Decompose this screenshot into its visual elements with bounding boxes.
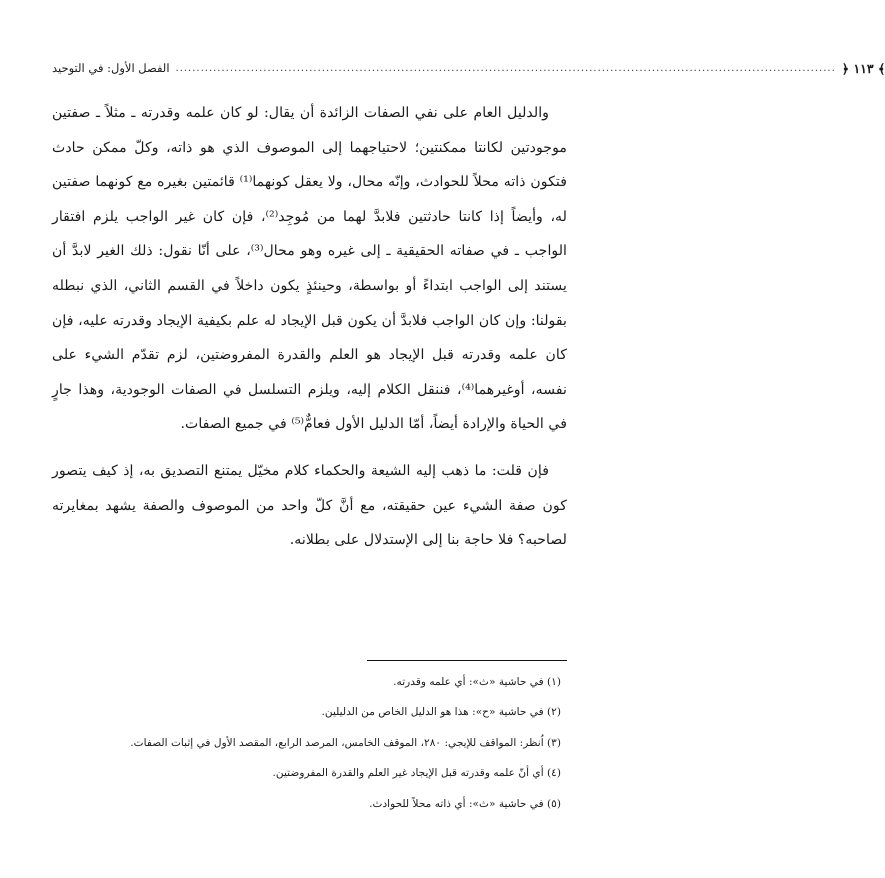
header-dot-leader: .............................................................................................................................................................. xyxy=(175,62,836,74)
footnote-4: (٤) أي أنّ علمه وقدرته قبل الإيجاد غير العلم والقدرة المفروضتين. xyxy=(272,767,561,780)
footnotes xyxy=(52,667,561,819)
footnote-3: (٣) اُنظر: المواقف للإيجي: ٢٨٠، الموقف الخامس، المرصد الرابع، المقصد الأول في إثبات الصفات. xyxy=(130,736,561,749)
main-text xyxy=(52,96,567,558)
footnote-5: (٥) في حاشية «ث»: أي ذاته محلاً للحوادث. xyxy=(369,797,561,810)
footnote-1: (١) في حاشية «ث»: أي علمه وقدرته. xyxy=(393,676,561,688)
paragraph-1: والدليل العام على نفي الصفات الزائدة أن يقال: لو كان علمه وقدرته ـ مثلاً ـ صفتين موجودتين لكانتا ممكنتين؛ لاحتياجهما إلى الموصوف الذي هو ذاته، وكلّ ممكن حادث فتكون ذاته محلاً للحوادث، وإنّه محال، ولا يعقل كونهما⁽¹⁾ قائمتين بغيره مع كونهما صفتين له، وأيضاً إذا كانتا حادثتين فلابدَّ لهما من مُوجِد⁽²⁾، فإن كان غير الواجب يلزم افتقار الواجب ـ في صفاته الحقيقية ـ إلى غيره وهو محال⁽³⁾، على أنّا نقول: ذلك الغير لابدَّ أن يستند إلى الواجب ابتداءً أو بواسطة، وحينئذٍ يكون داخلاً في القسم الثاني، الذي نبطله بقولنا: وإن كان الواجب فلابدَّ أن يكون قبل الإيجاد له علم بكيفية الإيجاد وقدرته عليه، فإن كان علمه وقدرته قبل الإيجاد هو العلم والقدرة المفروضتين، لزم تقدّم الشيء على نفسه، أوغيرهما⁽⁴⁾، فننقل الكلام إليه، ويلزم التسلسل في الصفات الوجودية، وهذا جارٍ في الحياة والإرادة أيضاً، أمّا الدليل الأول فعامٌّ⁽⁵⁾ في جميع الصفات. xyxy=(52,105,567,433)
footnote-2: (٢) في حاشية «ح»: هذا هو الدليل الخاص من الدليلين. xyxy=(321,706,561,719)
page-header xyxy=(52,58,885,78)
running-title: الفصل الأول: في التوحيد xyxy=(52,61,170,75)
footnote-separator xyxy=(367,660,567,661)
page-number: ﴾ ١١٣ ﴿ xyxy=(841,60,885,76)
paragraph-2: فإن قلت: ما ذهب إليه الشيعة والحكماء كلام مخيّل يمتنع التصديق به، إذ كيف يتصور كون صفة الشيء عين حقيقته، مع أنَّ كلّ واحد من الموصوف والصفة يشهد بمغايرته لصاحبه؟ فلا حاجة بنا إلى الإستدلال على بطلانه. xyxy=(52,462,567,549)
